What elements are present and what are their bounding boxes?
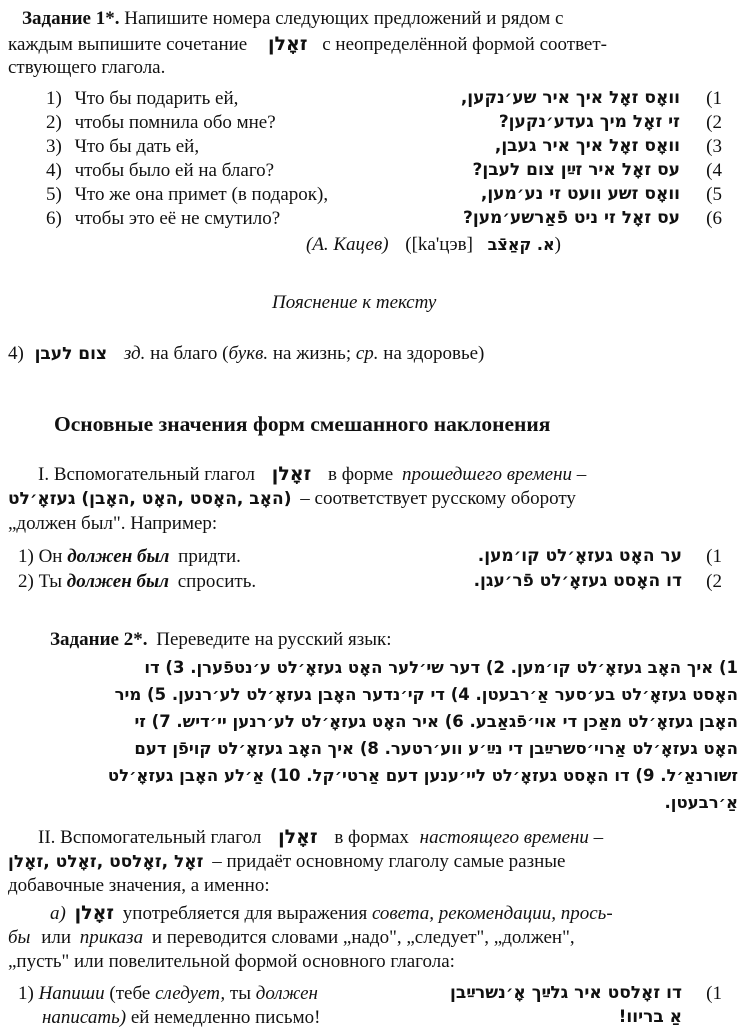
author-ru: (А. Кацев): [306, 234, 389, 255]
example-he-1: ער האָט געזאָ׳לט קו׳מען.: [477, 546, 682, 566]
example-ru-2: 2) Ты должен был спросить.: [18, 571, 257, 592]
section2-a-line2: бы или приказа и переводится словами „надо", „следует", „должен",: [8, 927, 575, 948]
task2-line-5: זשורנאַ׳ל. 9) דו האָסט געזאָ׳לט ליי׳ענען דעם אַרטי׳קל. 10) אַ׳לע האָבן געזאָ׳לט: [107, 766, 738, 785]
explanation-heb: צום לעבן: [34, 344, 108, 364]
task1-line1: [22, 8, 563, 31]
example-he-num-1: (1: [706, 546, 722, 567]
section-p1-line2: (האָב ,האָסט ,האָט ,האָבן) געזאָ׳לט – соответствует русскому обороту: [8, 488, 576, 509]
example-he-num-2: (2: [706, 571, 722, 592]
row-he-3: וואָס זאָל איך איר געבן,: [494, 136, 680, 156]
row-ru-6: 6) чтобы это её не смутило?: [46, 208, 281, 229]
task1-line3: ствующего глагола.: [8, 57, 166, 78]
author-he: א. קאַצֿב: [487, 235, 555, 254]
section-p1-line1: I. Вспомогательный глагол זאָלן в форме прошедшего времени –: [38, 463, 587, 485]
row-he-num-4: (4: [706, 160, 722, 181]
explanation-title: Пояснение к тексту: [272, 292, 437, 313]
row-ru-4: 4) чтобы было ей на благо?: [46, 160, 275, 181]
author-line: (А. Кацев) ([ka'цэв] א. קאַצֿב): [306, 234, 561, 255]
section2-line2: זאָל ,זאָלסט ,זאָלט ,זאָלן – придаёт основному глаголу самые разные: [8, 851, 566, 872]
task2-line-4: האָט געזאָ׳לט אַרוי׳סשרײַבן די נײַ׳ע ווע׳רטער. 8) איך האָב געזאָ׳לט קויפֿן דעם: [134, 739, 738, 758]
task1-instruction: Напишите номера следующих предложений и рядом с: [124, 8, 564, 29]
heb-word-zoln: זאָלן: [268, 33, 308, 55]
row-he-4: עס זאָל איר זײַן צום לעבן?: [472, 160, 680, 180]
section2-line1: II. Вспомогательный глагол זאָלן в формах настоящего времени –: [38, 826, 604, 848]
section2-a-line3: „пусть" или повелительной формой основного глагола:: [8, 951, 455, 972]
example-he-2: דו האָסט געזאָ׳לט פֿר׳עגן.: [473, 571, 682, 591]
section2-line3: добавочные значения, а именно:: [8, 875, 270, 896]
section2-example-he-2: אַ בריוו!: [618, 1007, 682, 1027]
row-he-6: עס זאָל זי ניט פֿאַרשע׳מען?: [463, 208, 680, 228]
task2-line-6: אַ׳רבעטן.: [664, 793, 738, 812]
row-he-2: זי זאָל מיך געדע׳נקען?: [498, 112, 680, 132]
section-title: Основные значения форм смешанного наклонения: [54, 412, 551, 436]
row-he-num-1: (1: [706, 88, 722, 109]
task2-line-3: האָבן געזאָ׳לט מאַכן די אוי׳פֿגאַבע. 6) איר האָט געזאָ׳לט לע׳רנען יי׳דיש. 7) זי: [134, 712, 738, 731]
task1-label: Задание 1*.: [22, 8, 120, 29]
row-ru-5: 5) Что же она примет (в подарок),: [46, 184, 329, 205]
section2-example-he-1: דו זאָלסט איר גלײַך אָ׳נשרײַבן: [450, 983, 682, 1003]
section-p1-line3: „должен был". Например:: [8, 513, 218, 534]
task2-line-2: האָסט געזאָ׳לט בע׳סער אַ׳רבעטן. 4) די קי׳נדער האָבן געזאָ׳לט לע׳רנען. 5) מיר: [114, 685, 738, 704]
explanation-line: 4) צום לעבן зд. на благо (букв. на жизнь; ср. на здоровье): [8, 343, 485, 364]
section2-example-ru-2: написать) ей немедленно письмо!: [42, 1007, 321, 1028]
row-ru-1: 1) Что бы подарить ей,: [46, 88, 239, 109]
row-he-num-5: (5: [706, 184, 722, 205]
author-transcription: ([ka'цэв]: [405, 234, 473, 255]
example-ru-1: 1) Он должен был придти.: [18, 546, 241, 567]
row-he-1: וואָס זאָל איך איר שע׳נקען,: [460, 88, 680, 108]
row-ru-3: 3) Что бы дать ей,: [46, 136, 200, 157]
section2-example-he-num: (1: [706, 983, 722, 1004]
task2-line-1: 1) איך האָב געזאָ׳לט קו׳מען. 2) דער שי׳לער האָט געזאָ׳לט ע׳נטפֿערן. 3) דו: [144, 658, 738, 677]
row-he-num-2: (2: [706, 112, 722, 133]
task2-heading: [50, 629, 391, 652]
section2-example-ru-1: 1) Напиши (тебе следует, ты должен: [18, 983, 318, 1004]
row-he-num-3: (3: [706, 136, 722, 157]
task2-instruction: Переведите на русский язык:: [156, 629, 392, 650]
row-he-5: וואָס זשע וועט זי נע׳מען,: [480, 184, 680, 204]
task2-label: Задание 2*.: [50, 629, 148, 650]
row-he-num-6: (6: [706, 208, 722, 229]
task1-line2: каждым выпишите сочетание זאָלן с неопределённой формой соответ-: [8, 33, 607, 55]
section2-a-line1: а) זאָלן употребляется для выражения совета, рекомендации, прось-: [50, 902, 613, 924]
row-ru-2: 2) чтобы помнила обо мне?: [46, 112, 276, 133]
